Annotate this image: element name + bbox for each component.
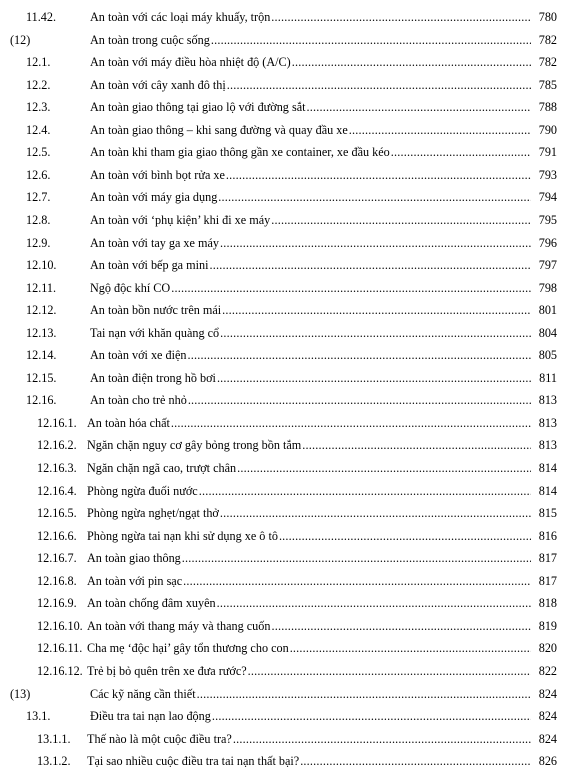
- dot-leader: [218, 188, 531, 206]
- toc-entry-title: An toàn với thang máy và thang cuốn: [87, 618, 271, 633]
- dot-leader: [197, 685, 531, 703]
- toc-entry-number: 12.2.: [26, 77, 51, 92]
- toc-entry-number: 12.4.: [26, 122, 51, 137]
- dot-leader: [220, 234, 531, 252]
- toc-entry-page-number: 795: [538, 212, 557, 227]
- toc-entry[interactable]: [0, 31, 583, 49]
- toc-entry-title: Tại sao nhiều cuộc điều tra tai nạn thất bại?: [87, 754, 300, 769]
- toc-entry[interactable]: [0, 549, 583, 567]
- dot-leader: [227, 76, 531, 94]
- toc-entry[interactable]: [0, 617, 583, 635]
- toc-entry-number: 12.13.: [26, 325, 57, 340]
- toc-entry-title: Cha mẹ ‘độc hại’ gây tổn thương cho con: [87, 641, 289, 656]
- toc-entry-number: 12.16.12.: [37, 663, 83, 678]
- toc-entry-title: Trẻ bị bỏ quên trên xe đưa rước?: [87, 663, 247, 678]
- dot-leader: [209, 256, 531, 274]
- dot-leader: [292, 53, 531, 71]
- toc-entry-page-number: 798: [538, 280, 557, 295]
- toc-entry-page-number: 794: [538, 190, 557, 205]
- toc-entry[interactable]: [0, 662, 583, 680]
- toc-entry[interactable]: [0, 279, 583, 297]
- toc-entry-title: Thế nào là một cuộc điều tra?: [87, 731, 232, 746]
- toc-entry-page-number: 820: [538, 641, 557, 656]
- toc-entry[interactable]: [0, 301, 583, 319]
- toc-entry[interactable]: [0, 414, 583, 432]
- toc-entry[interactable]: [0, 53, 583, 71]
- toc-entry-title: An toàn giao thông – khi sang đường và quay đầu xe: [90, 122, 348, 137]
- toc-entry[interactable]: [0, 166, 583, 184]
- toc-entry-title: An toàn với máy gia dụng: [90, 190, 218, 205]
- toc-entry-page-number: 793: [538, 167, 557, 182]
- toc-entry-page-number: 813: [538, 415, 557, 430]
- toc-entry-number: 12.3.: [26, 100, 51, 115]
- toc-entry[interactable]: [0, 527, 583, 545]
- dot-leader: [171, 414, 531, 432]
- dot-leader: [182, 549, 531, 567]
- toc-entry-number: 12.5.: [26, 145, 51, 160]
- toc-entry-page-number: 804: [538, 325, 557, 340]
- toc-entry[interactable]: [0, 707, 583, 725]
- toc-entry[interactable]: [0, 121, 583, 139]
- toc-entry-number: 12.16.6.: [37, 528, 77, 543]
- dot-leader: [222, 301, 531, 319]
- toc-entry[interactable]: [0, 211, 583, 229]
- toc-entry-number: 13.1.: [26, 709, 51, 724]
- toc-entry-page-number: 801: [538, 303, 557, 318]
- toc-entry-title: An toàn điện trong hồ bơi: [90, 370, 216, 385]
- toc-entry-page-number: 791: [538, 145, 557, 160]
- dot-leader: [271, 8, 531, 26]
- toc-entry-title: Ngăn chặn ngã cao, trượt chân: [87, 461, 237, 475]
- toc-entry-title: Ngộ độc khí CO: [90, 280, 171, 295]
- dot-leader: [188, 391, 531, 409]
- dot-leader: [171, 279, 531, 297]
- toc-entry-number: 12.10.: [26, 258, 57, 273]
- toc-entry-number: 12.16.7.: [37, 551, 77, 566]
- dot-leader: [248, 662, 531, 680]
- toc-entry-page-number: 816: [538, 528, 557, 543]
- dot-leader: [183, 572, 531, 590]
- toc-entry-title: An toàn hóa chất: [87, 415, 170, 430]
- toc-entry-number: 11.42.: [26, 10, 57, 24]
- toc-entry-number: 12.8.: [26, 212, 51, 227]
- toc-entry-page-number: 819: [538, 618, 557, 633]
- toc-entry[interactable]: [0, 436, 583, 454]
- toc-entry-number: 12.1.: [26, 55, 51, 70]
- toc-entry[interactable]: [0, 98, 583, 116]
- toc-entry-number: 12.9.: [26, 235, 51, 250]
- toc-entry-title: An toàn với các loại máy khuấy, trộn: [90, 10, 271, 24]
- toc-entry-title: Phòng ngừa nghẹt/ngạt thở: [87, 506, 219, 521]
- toc-entry-number: 12.16.4.: [37, 483, 77, 498]
- toc-entry-title: An toàn giao thông tại giao lộ với đường sắt: [90, 100, 306, 115]
- toc-entry-title: An toàn với bình bọt rửa xe: [90, 167, 225, 182]
- toc-entry[interactable]: [0, 346, 583, 364]
- toc-entry-title: An toàn với ‘phụ kiện’ khi đi xe máy: [90, 212, 271, 227]
- toc-entry-page-number: 822: [538, 663, 557, 678]
- dot-leader: [212, 707, 531, 725]
- toc-entry-number: 13.1.1.: [37, 731, 71, 746]
- toc-entry[interactable]: [0, 482, 583, 500]
- toc-entry-title: An toàn với bếp ga mini: [90, 258, 209, 273]
- toc-entry-title: An toàn cho trẻ nhỏ: [90, 393, 187, 408]
- toc-entry[interactable]: [0, 391, 583, 409]
- toc-entry-number: 12.16.5.: [37, 506, 77, 521]
- toc-entry-number: 12.16.8.: [37, 573, 77, 588]
- dot-leader: [211, 31, 531, 49]
- toc-entry-page-number: 790: [538, 122, 557, 137]
- toc-entry-title: An toàn bồn nước trên mái: [90, 303, 222, 318]
- toc-entry-title: An toàn với cây xanh đô thị: [90, 77, 226, 92]
- toc-entry-page-number: 824: [538, 709, 557, 724]
- toc-entry-number: 12.6.: [26, 167, 51, 182]
- toc-entry-page-number: 815: [538, 506, 557, 521]
- toc-entry-page-number: 818: [538, 596, 557, 611]
- toc-entry-number: 12.16.3.: [37, 461, 77, 475]
- toc-entry[interactable]: [0, 685, 583, 703]
- dot-leader: [302, 436, 531, 454]
- toc-entry-title: An toàn khi tham gia giao thông gần xe container, xe đầu kéo: [90, 145, 390, 160]
- toc-entry-number: 12.14.: [26, 348, 57, 363]
- dot-leader: [217, 369, 531, 387]
- toc-entry-title: An toàn trong cuộc sống: [90, 32, 210, 47]
- toc-entry-page-number: 817: [538, 573, 557, 588]
- toc-entry[interactable]: [0, 188, 583, 206]
- toc-entry-page-number: 813: [538, 438, 557, 453]
- dot-leader: [217, 594, 531, 612]
- toc-entry[interactable]: [0, 639, 583, 657]
- toc-entry-title: Các kỹ năng cần thiết: [90, 686, 196, 701]
- dot-leader: [187, 346, 531, 364]
- toc-entry[interactable]: [0, 76, 583, 94]
- toc-entry-number: 12.16.9.: [37, 596, 77, 611]
- toc-entry-number: 12.16.2.: [37, 438, 77, 453]
- toc-entry[interactable]: [0, 256, 583, 274]
- toc-entry-page-number: 826: [538, 754, 557, 769]
- toc-entry-title: An toàn giao thông: [87, 551, 181, 566]
- toc-entry[interactable]: [0, 369, 583, 387]
- toc-entry[interactable]: [0, 594, 583, 612]
- toc-entry-page-number: 817: [538, 551, 557, 566]
- toc-entry-page-number: 813: [538, 393, 557, 408]
- toc-entry-number: 12.12.: [26, 303, 57, 318]
- toc-entry-title: Phòng ngừa tai nạn khi sử dụng xe ô tô: [87, 528, 278, 543]
- dot-leader: [349, 121, 531, 139]
- dot-leader: [233, 730, 531, 748]
- toc-entry-number: 12.16.1.: [37, 415, 77, 430]
- dot-leader: [226, 166, 531, 184]
- toc-entry-page-number: 782: [538, 32, 557, 47]
- toc-entry-number: 12.7.: [26, 190, 51, 205]
- toc-entry-page-number: 797: [538, 258, 557, 273]
- toc-entry-title: An toàn chống đâm xuyên: [87, 596, 216, 611]
- dot-leader: [220, 324, 531, 342]
- dot-leader: [300, 752, 531, 770]
- toc-entry-number: 12.16.11.: [37, 641, 83, 656]
- toc-entry-title: An toàn với máy điều hòa nhiệt độ (A/C): [90, 55, 291, 70]
- toc-entry[interactable]: [0, 234, 583, 252]
- dot-leader: [279, 527, 531, 545]
- toc-entry[interactable]: [0, 730, 583, 748]
- dot-leader: [199, 482, 531, 500]
- toc-entry[interactable]: [0, 752, 583, 770]
- toc-entry-page-number: 788: [538, 100, 557, 115]
- toc-entry-page-number: 811: [539, 370, 557, 385]
- dot-leader: [237, 459, 531, 477]
- dot-leader: [306, 98, 531, 116]
- dot-leader: [271, 617, 531, 635]
- toc-entry-title: An toàn với tay ga xe máy: [90, 235, 219, 250]
- dot-leader: [271, 211, 531, 229]
- toc-entry-title: Điều tra tai nạn lao động: [90, 709, 211, 724]
- toc-entry[interactable]: [0, 504, 583, 522]
- toc-entry-number: 12.16.10.: [37, 618, 83, 633]
- toc-entry[interactable]: [0, 324, 583, 342]
- toc-entry-page-number: 814: [538, 461, 557, 475]
- toc-entry-title: Tai nạn với khăn quàng cổ: [90, 325, 220, 340]
- toc-entry[interactable]: [0, 459, 583, 477]
- toc-entry-number: 13.1.2.: [37, 754, 71, 769]
- toc-entry-number: (12): [10, 32, 31, 47]
- toc-entry-page-number: 780: [538, 10, 557, 24]
- dot-leader: [220, 504, 531, 522]
- toc-entry-page-number: 805: [538, 348, 557, 363]
- toc-entry-page-number: 796: [538, 235, 557, 250]
- toc-entry-number: 12.11.: [26, 280, 57, 295]
- toc-entry-number: 12.15.: [26, 370, 57, 385]
- toc-entry[interactable]: [0, 572, 583, 590]
- toc-entry-page-number: 785: [538, 77, 557, 92]
- toc-entry-page-number: 824: [538, 686, 557, 701]
- toc-entry-title: An toàn với xe điện: [90, 348, 187, 363]
- toc-entry[interactable]: [0, 8, 583, 26]
- toc-entry[interactable]: [0, 143, 583, 161]
- toc-entry-number: (13): [10, 686, 31, 701]
- toc-entry-page-number: 824: [538, 731, 557, 746]
- toc-entry-title: Phòng ngừa đuối nước: [87, 483, 198, 498]
- toc-entry-page-number: 782: [538, 55, 557, 70]
- dot-leader: [290, 639, 531, 657]
- toc-entry-title: An toàn với pin sạc: [87, 573, 183, 588]
- toc-entry-title: Ngăn chặn nguy cơ gây bỏng trong bồn tắm: [87, 438, 302, 453]
- toc-entry-page-number: 814: [538, 483, 557, 498]
- toc-entry-number: 12.16.: [26, 393, 57, 408]
- dot-leader: [391, 143, 531, 161]
